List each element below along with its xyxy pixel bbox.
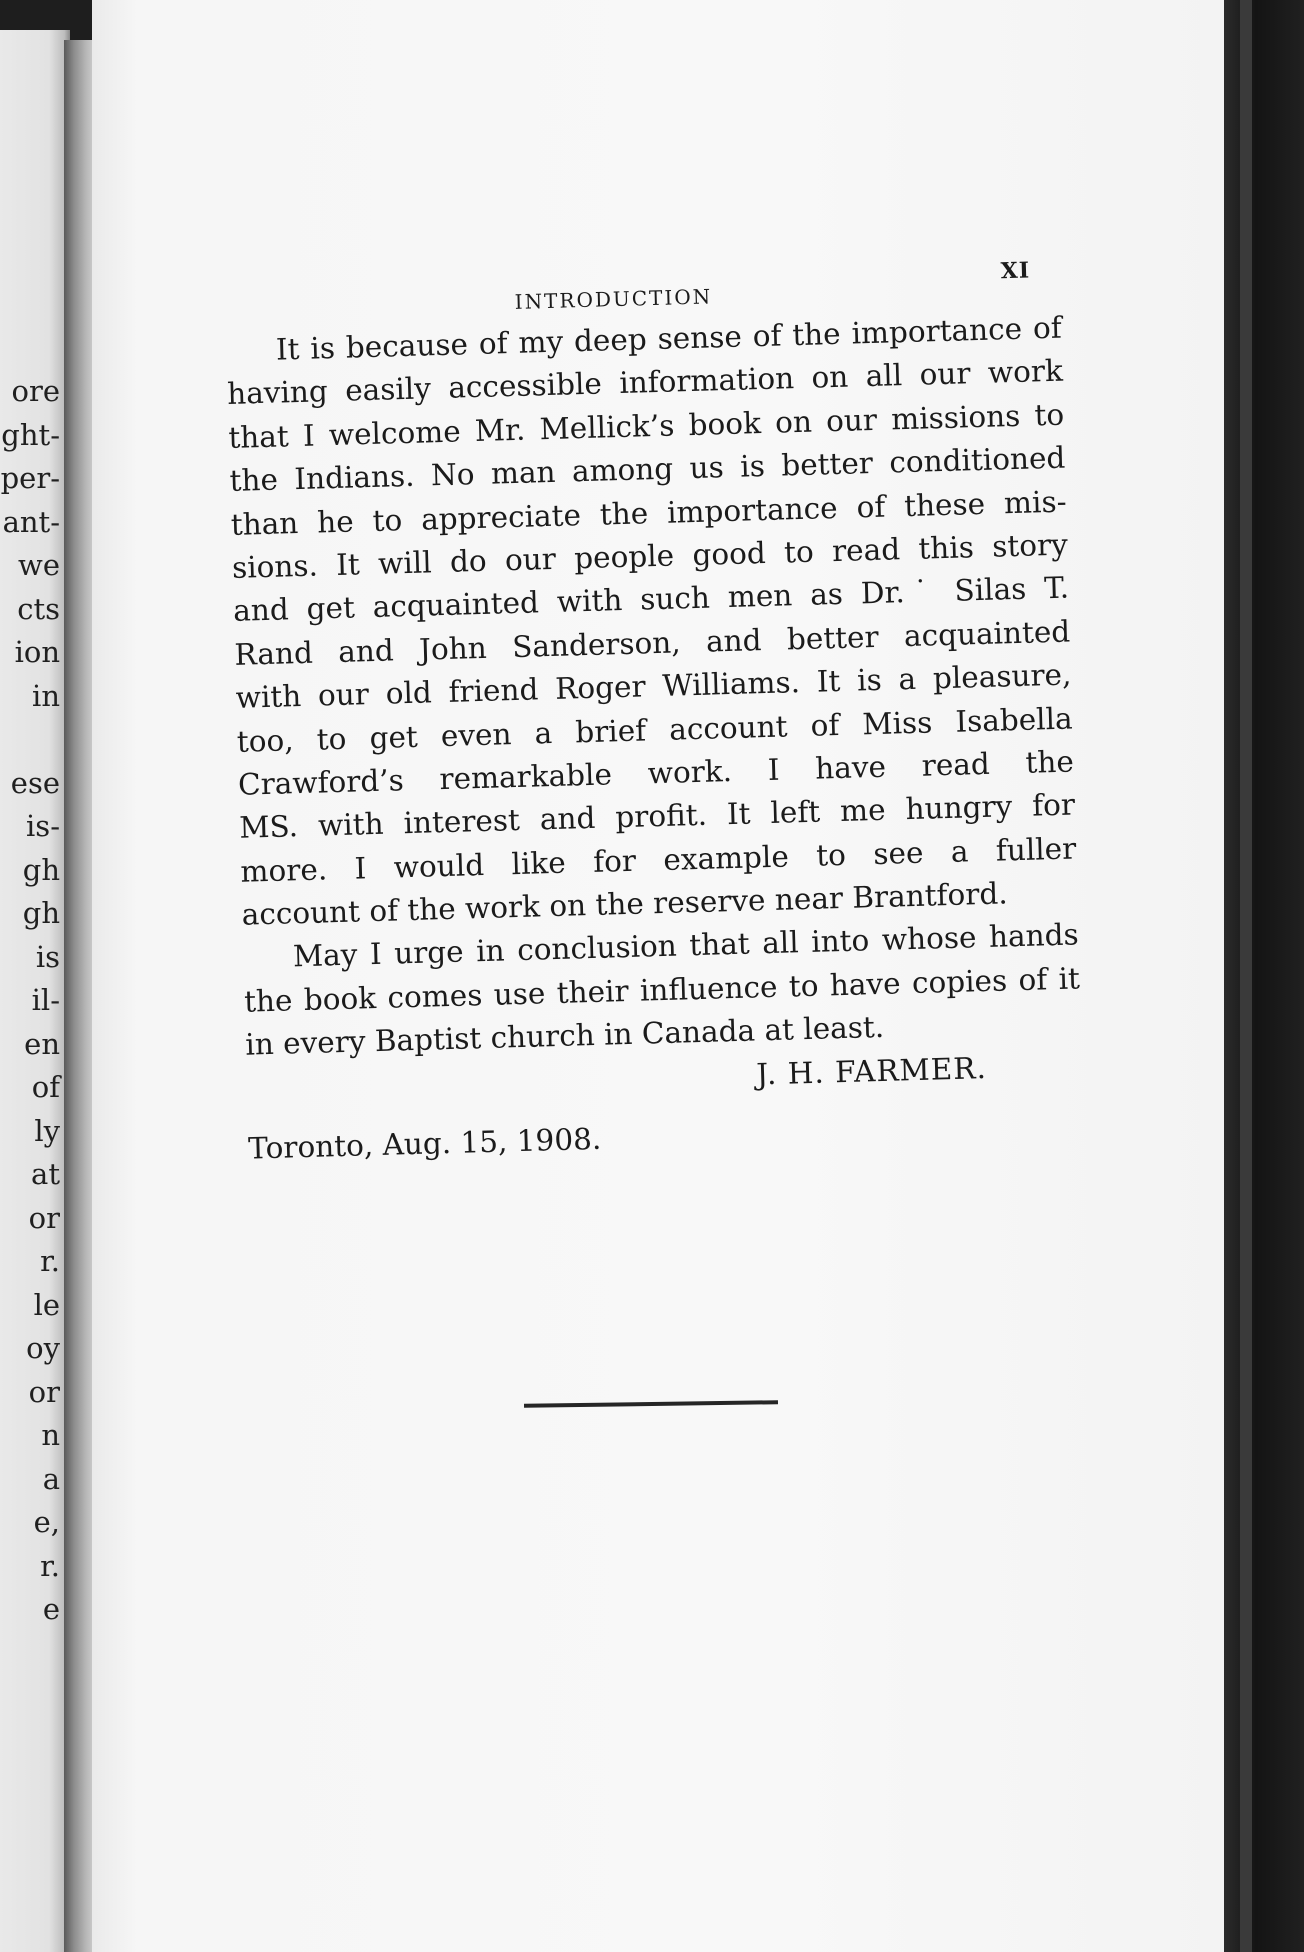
running-head-title: INTRODUCTION [514,284,713,314]
text-line: May I urge in conclusion that all into whose hands [292,917,1080,974]
text-line: account of the work on the reserve near Brantford. [241,876,1009,932]
text-line: the book comes use their influence to have copies of it [243,961,1081,1019]
text-line: having easily accessible information on all our work [226,354,1064,412]
text-line: It is because of my deep sense of the importance of [275,310,1063,367]
fragment-line: oy [26,1331,60,1365]
fragment-line: in [32,678,60,713]
text-line: Rand and John Sanderson, and better acquainted [233,614,1071,672]
fragment-line: gh [22,896,60,930]
page-edge-shadow [1240,0,1252,1952]
book-page [92,0,1224,1952]
fragment-line: ght- [1,417,60,452]
place-and-date: Toronto, Aug. 15, 1908. [247,1121,602,1166]
text-line: more. I would like for example to see a fuller [240,831,1077,889]
text-line: Crawford’s remarkable work. I have read the [237,744,1075,802]
fragment-line: at [31,1157,60,1191]
fragment-line: is- [26,809,60,843]
fragment-line: a [42,1461,60,1496]
text-line: the Indians. No man among us is better conditioned [229,440,1066,499]
text-line: MS. with interest and profit. It left me hungry for [238,787,1076,846]
end-rule [524,1400,778,1408]
fragment-line: en [24,1026,60,1061]
fragment-line: r. [40,1244,60,1278]
fragment-line: ly [34,1113,60,1148]
page-number: XI [1000,257,1031,285]
fragment-line: n [41,1418,60,1452]
text-line: sions. It will do our people good to read this story [231,527,1069,585]
fragment-line: cts [17,591,60,626]
fragment-line: r. [40,1548,60,1583]
fragment-line: ant- [2,504,60,539]
fragment-line: ore [11,374,60,408]
paragraph [242,914,1081,1067]
fragment-line: we [18,548,60,582]
fragment-line: ion [14,635,60,669]
fragment-line: ese [10,765,60,800]
text-line: in every Baptist church in Canada at least. [244,1010,885,1062]
text-line: with our old friend Roger Williams. It is a pleasure, [235,657,1072,715]
fragment-line: e [42,1592,60,1626]
facing-page-edge [0,30,70,1952]
text-line: too, to get even a brief account of Miss Isabella [236,700,1074,759]
text-line: that I welcome Mr. Mellick’s book on our missions to [227,397,1065,455]
fragment-gap [0,718,60,762]
fragment-line: le [33,1287,60,1322]
text-line: and get acquainted with such men as Dr.˙ Silas T. [232,570,1070,629]
fragment-line: il- [31,983,60,1017]
fragment-line: e, [33,1505,60,1539]
facing-page-text-fragments [0,370,60,1632]
fragment-line: of [31,1070,60,1104]
fragment-line: per- [0,461,60,495]
fragment-line: gh [22,852,60,887]
paragraph [225,307,1078,938]
text-line: than he to appreciate the importance of these mis- [230,484,1067,542]
fragment-line: is [35,939,60,974]
fragment-line: or [28,1200,60,1235]
scanner-background [1224,0,1304,1952]
page-text-block [224,257,1085,1188]
fragment-line: or [28,1374,60,1409]
signature: J. H. FARMER. [755,1050,988,1092]
